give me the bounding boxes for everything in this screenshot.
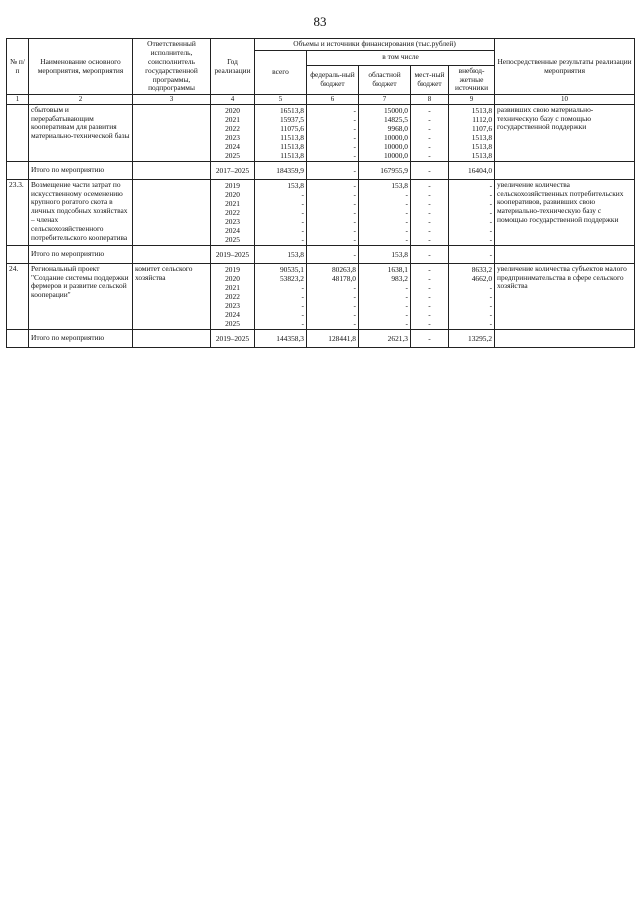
cell-local-value: -	[428, 114, 431, 124]
cell-total-value: -	[301, 198, 304, 208]
cell-extra-value: -	[489, 216, 493, 226]
cell-extra-value: -	[489, 300, 493, 310]
cell-years-value: 2019	[225, 180, 240, 190]
cell-years-value: 2019	[225, 264, 240, 274]
cell-federal-value: -	[353, 309, 356, 319]
cell-federal	[307, 179, 359, 245]
table-header	[7, 39, 635, 105]
header-extra: внебюд-жетные источники	[449, 65, 495, 95]
cell-federal-value: -	[353, 291, 356, 301]
cell-extra-value: -	[489, 234, 493, 244]
cell-regional-value: 983,2	[391, 273, 408, 283]
cell-years-value: 2020	[225, 105, 240, 115]
cell-federal-value: -	[353, 165, 356, 175]
cell-years	[211, 179, 255, 245]
cell-no	[7, 179, 29, 245]
cell-total-value: 90535,1	[279, 264, 304, 274]
cell-local-value: -	[428, 225, 431, 235]
cell-years	[211, 104, 255, 161]
column-number: 6	[307, 95, 359, 104]
cell-years-value: 2024	[225, 309, 240, 319]
cell-extra-value: 1513,8	[471, 141, 493, 151]
cell-name-text: сбытовым и перерабатывающим кооперативам для развития материально-технической базы	[31, 104, 130, 141]
cell-years-value: 2020	[225, 273, 240, 283]
cell-regional	[359, 179, 411, 245]
cell-extra-value: 1513,8	[471, 105, 493, 115]
cell-total-value: -	[301, 234, 304, 244]
cell-regional	[359, 245, 411, 263]
cell-total-value: 16513,8	[279, 105, 304, 115]
cell-total	[255, 104, 307, 161]
cell-result	[495, 104, 635, 161]
cell-federal-value: -	[353, 180, 356, 190]
cell-regional-value: 10000,0	[383, 150, 408, 160]
cell-total	[255, 161, 307, 179]
header-local: мест-ный бюджет	[411, 65, 449, 95]
cell-extra-value: 1513,8	[471, 132, 493, 142]
cell-local-value: -	[428, 216, 431, 226]
cell-extra-value: 13295,2	[468, 333, 493, 343]
cell-regional-value: 153,8	[391, 249, 408, 259]
cell-total	[255, 329, 307, 347]
cell-extra	[449, 179, 495, 245]
cell-result	[495, 245, 635, 263]
cell-years-value: 2021	[225, 282, 240, 292]
cell-name-text: Региональный проект "Создание системы поддержки фермеров и развитие сельской кооперации"	[31, 263, 129, 300]
cell-local-value: -	[428, 123, 431, 133]
cell-total-value: -	[301, 216, 304, 226]
cell-name-text: Итого по мероприятию	[31, 164, 105, 174]
cell-federal-value: -	[353, 141, 356, 151]
cell-extra-value: 1513,8	[471, 150, 493, 160]
cell-years-value: 2017–2025	[215, 165, 250, 175]
table-total-row	[7, 329, 635, 347]
cell-local-value: -	[428, 141, 431, 151]
table-row	[7, 104, 635, 161]
cell-local-value: -	[428, 180, 431, 190]
cell-extra-value: -	[489, 291, 493, 301]
cell-years-value: 2023	[225, 216, 240, 226]
cell-federal-value: -	[353, 234, 356, 244]
cell-result-text: развивших свою материально-техническую базу с помощью государственной поддержки	[497, 104, 594, 132]
cell-responsible	[133, 179, 211, 245]
cell-total-value: -	[301, 300, 304, 310]
cell-local-value: -	[428, 105, 431, 115]
cell-regional-value: 10000,0	[383, 132, 408, 142]
cell-local-value: -	[428, 132, 431, 142]
cell-extra-value: -	[489, 207, 493, 217]
cell-name	[29, 179, 133, 245]
cell-regional	[359, 161, 411, 179]
cell-responsible	[133, 104, 211, 161]
financing-table	[6, 38, 635, 348]
cell-name-text: Итого по мероприятию	[31, 332, 105, 342]
cell-local-value: -	[428, 165, 431, 175]
cell-regional	[359, 263, 411, 329]
cell-federal-value: 80263,8	[331, 264, 356, 274]
column-number: 7	[359, 95, 411, 104]
cell-total-value: -	[301, 189, 304, 199]
cell-years-value: 2024	[225, 141, 240, 151]
cell-years	[211, 161, 255, 179]
cell-federal-value: -	[353, 123, 356, 133]
cell-local-value: -	[428, 300, 431, 310]
cell-extra	[449, 245, 495, 263]
cell-extra-value: 1107,6	[471, 123, 493, 133]
cell-years-value: 2025	[225, 234, 240, 244]
cell-no	[7, 263, 29, 329]
cell-no	[7, 245, 29, 263]
cell-years-value: 2022	[225, 291, 240, 301]
cell-regional	[359, 104, 411, 161]
cell-local-value: -	[428, 150, 431, 160]
cell-federal	[307, 263, 359, 329]
cell-no-text: 23.3.	[9, 179, 24, 189]
cell-federal	[307, 329, 359, 347]
cell-result-text: увеличение количества сельскохозяйственных потребительских кооперативов, развивших свою материально-техническую базу с помощью государственной поддержки	[497, 179, 624, 225]
cell-federal-value: -	[353, 300, 356, 310]
cell-local-value: -	[428, 189, 431, 199]
cell-regional-value: -	[405, 189, 408, 199]
cell-total-value: 144358,3	[276, 333, 304, 343]
cell-responsible	[133, 161, 211, 179]
cell-extra	[449, 161, 495, 179]
cell-total-value: -	[301, 309, 304, 319]
cell-total-value: -	[301, 207, 304, 217]
cell-years-value: 2022	[225, 123, 240, 133]
cell-extra-value: -	[489, 318, 493, 328]
cell-local-value: -	[428, 333, 431, 343]
cell-years	[211, 245, 255, 263]
cell-responsible	[133, 329, 211, 347]
cell-name	[29, 263, 133, 329]
cell-years-value: 2023	[225, 300, 240, 310]
header-year: Год реализации	[211, 39, 255, 95]
cell-federal	[307, 245, 359, 263]
cell-total-value: 11513,8	[280, 132, 304, 142]
table-row	[7, 179, 635, 245]
cell-responsible-text: комитет сельского хозяйства	[135, 263, 193, 282]
table-total-row	[7, 161, 635, 179]
cell-name	[29, 161, 133, 179]
cell-extra-value: 16404,0	[468, 165, 493, 175]
cell-extra-value: -	[489, 180, 493, 190]
cell-name	[29, 104, 133, 161]
cell-federal-value: -	[353, 198, 356, 208]
cell-local	[411, 104, 449, 161]
header-regional: областной бюджет	[359, 65, 411, 95]
cell-regional-value: -	[405, 291, 408, 301]
cell-extra	[449, 104, 495, 161]
cell-result-text: увеличение количества субъектов малого предпринимательства в сфере сельского хозяйства	[497, 263, 627, 291]
cell-regional-value: -	[405, 216, 408, 226]
cell-local	[411, 245, 449, 263]
cell-no	[7, 329, 29, 347]
cell-years-value: 2024	[225, 225, 240, 235]
cell-extra-value: -	[489, 249, 493, 259]
cell-total-value: -	[301, 282, 304, 292]
cell-regional-value: 1638,1	[387, 264, 408, 274]
cell-federal-value: -	[353, 150, 356, 160]
header-incl: в том числе	[307, 50, 495, 65]
cell-regional-value: 153,8	[391, 180, 408, 190]
cell-federal-value: -	[353, 216, 356, 226]
cell-extra-value: 1112,0	[472, 114, 493, 124]
cell-local	[411, 263, 449, 329]
cell-total-value: -	[301, 225, 304, 235]
cell-local-value: -	[428, 282, 431, 292]
cell-regional-value: 167955,9	[380, 165, 408, 175]
cell-extra-value: -	[489, 282, 493, 292]
cell-regional-value: -	[405, 225, 408, 235]
cell-name	[29, 245, 133, 263]
column-number: 5	[255, 95, 307, 104]
cell-local-value: -	[428, 198, 431, 208]
header-total: всего	[255, 50, 307, 94]
cell-extra-value: 8633,2	[471, 264, 493, 274]
cell-regional	[359, 329, 411, 347]
cell-result	[495, 161, 635, 179]
cell-total-value: -	[301, 291, 304, 301]
column-number: 10	[495, 95, 635, 104]
cell-total	[255, 245, 307, 263]
cell-federal	[307, 161, 359, 179]
cell-total	[255, 179, 307, 245]
column-number: 3	[133, 95, 211, 104]
cell-federal-value: -	[353, 132, 356, 142]
table-total-row	[7, 245, 635, 263]
cell-years-value: 2022	[225, 207, 240, 217]
cell-total-value: 184359,9	[276, 165, 304, 175]
cell-regional-value: -	[405, 234, 408, 244]
column-number: 1	[7, 95, 29, 104]
cell-extra-value: -	[489, 189, 493, 199]
cell-federal-value: -	[353, 282, 356, 292]
cell-total-value: -	[301, 318, 304, 328]
cell-result	[495, 179, 635, 245]
column-number: 4	[211, 95, 255, 104]
cell-no	[7, 161, 29, 179]
cell-total-value: 11075,6	[280, 123, 304, 133]
cell-responsible	[133, 263, 211, 329]
header-name: Наименование основного мероприятия, мероприятия	[29, 39, 133, 95]
cell-total-value: 153,8	[287, 249, 304, 259]
page-number: 83	[313, 14, 327, 29]
cell-federal-value: -	[353, 225, 356, 235]
cell-years-value: 2020	[225, 189, 240, 199]
cell-total-value: 15937,5	[279, 114, 304, 124]
cell-years	[211, 263, 255, 329]
cell-regional-value: 14825,5	[383, 114, 408, 124]
cell-federal	[307, 104, 359, 161]
cell-regional-value: -	[405, 282, 408, 292]
cell-local-value: -	[428, 234, 431, 244]
table-body	[7, 104, 635, 347]
cell-name-text: Итого по мероприятию	[31, 248, 105, 258]
cell-no-text: 24.	[9, 263, 19, 273]
cell-regional-value: 2621,3	[387, 333, 408, 343]
cell-local-value: -	[428, 318, 431, 328]
cell-federal-value: -	[353, 114, 356, 124]
cell-extra	[449, 329, 495, 347]
header-financing: Объемы и источники финансирования (тыс.рублей)	[255, 39, 495, 51]
cell-local-value: -	[428, 309, 431, 319]
cell-local-value: -	[428, 273, 431, 283]
cell-total	[255, 263, 307, 329]
cell-local	[411, 161, 449, 179]
column-number: 8	[411, 95, 449, 104]
cell-local-value: -	[428, 291, 431, 301]
cell-regional-value: -	[405, 198, 408, 208]
header-responsible: Ответственный исполнитель, соисполнитель государственной программы, подпрограммы	[133, 39, 211, 95]
cell-regional-value: -	[405, 207, 408, 217]
header-federal: федераль-ный бюджет	[307, 65, 359, 95]
cell-years-value: 2023	[225, 132, 240, 142]
financing-table-wrapper	[6, 38, 634, 348]
cell-federal-value: -	[353, 249, 356, 259]
cell-federal-value: -	[353, 189, 356, 199]
cell-years-value: 2019–2025	[215, 249, 250, 259]
cell-federal-value: -	[353, 105, 356, 115]
cell-federal-value: 48178,0	[331, 273, 356, 283]
cell-years-value: 2025	[225, 150, 240, 160]
cell-name	[29, 329, 133, 347]
cell-extra-value: -	[489, 225, 493, 235]
cell-extra-value: 4662,0	[471, 273, 493, 283]
cell-no	[7, 104, 29, 161]
cell-total-value: 11513,8	[280, 141, 304, 151]
column-number-row	[7, 95, 635, 104]
column-number: 2	[29, 95, 133, 104]
cell-local	[411, 179, 449, 245]
cell-regional-value: -	[405, 309, 408, 319]
cell-years-value: 2021	[225, 198, 240, 208]
header-no: № п/п	[7, 39, 29, 95]
cell-local-value: -	[428, 264, 431, 274]
cell-years	[211, 329, 255, 347]
table-row	[7, 263, 635, 329]
cell-regional-value: 10000,0	[383, 141, 408, 151]
cell-federal-value: -	[353, 318, 356, 328]
cell-years-value: 2019–2025	[215, 333, 250, 343]
cell-regional-value: 15000,0	[383, 105, 408, 115]
cell-regional-value: -	[405, 300, 408, 310]
cell-federal-value: -	[353, 207, 356, 217]
cell-federal-value: 128441,8	[328, 333, 356, 343]
cell-years-value: 2025	[225, 318, 240, 328]
cell-total-value: 53823,2	[279, 273, 304, 283]
cell-regional-value: 9968,0	[387, 123, 408, 133]
cell-total-value: 11513,8	[280, 150, 304, 160]
cell-local	[411, 329, 449, 347]
cell-years-value: 2021	[225, 114, 240, 124]
header-result: Непосредственные результаты реализации мероприятия	[495, 39, 635, 95]
cell-extra-value: -	[489, 309, 493, 319]
cell-total-value: 153,8	[287, 180, 304, 190]
column-number: 9	[449, 95, 495, 104]
cell-extra-value: -	[489, 198, 493, 208]
cell-result	[495, 329, 635, 347]
cell-regional-value: -	[405, 318, 408, 328]
cell-extra	[449, 263, 495, 329]
cell-local-value: -	[428, 207, 431, 217]
cell-local-value: -	[428, 249, 431, 259]
cell-name-text: Возмещение части затрат по искусственному осеменению крупного рогатого скота в личных подсобных хозяйствах – членах сельскохозяйственного потребительского кооператива	[31, 179, 128, 242]
cell-result	[495, 263, 635, 329]
cell-responsible	[133, 245, 211, 263]
